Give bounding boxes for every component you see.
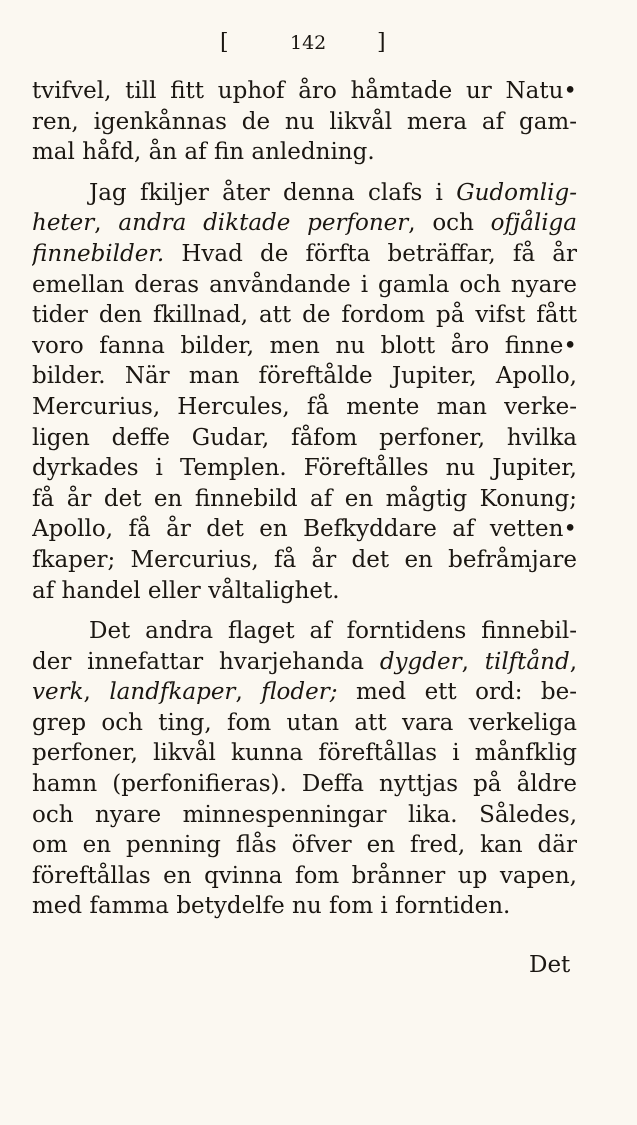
text-run: Jag fkiljer åter denna clafs i bbox=[89, 179, 457, 206]
text-run: hamn (perfonifieras). Deffa nyttjas på åldre bbox=[32, 771, 577, 798]
paragraph bbox=[32, 616, 577, 922]
text-run: grep och ting, fom utan att vara verkeliga bbox=[32, 709, 577, 736]
text-line bbox=[32, 514, 577, 545]
paragraph bbox=[32, 76, 577, 168]
text-run: , bbox=[461, 648, 485, 675]
running-header bbox=[0, 28, 637, 58]
paragraph-gap bbox=[32, 606, 577, 616]
text-run: Hvad de förfta beträffar, få år bbox=[164, 240, 577, 267]
text-line bbox=[32, 769, 577, 800]
text-run: der innefattar hvarjehanda bbox=[32, 648, 380, 675]
text-line bbox=[32, 891, 577, 922]
text-line bbox=[32, 453, 577, 484]
text-line bbox=[32, 239, 577, 270]
text-line bbox=[32, 208, 577, 239]
italic-run: tilftånd bbox=[484, 648, 570, 675]
text-run: bilder. När man föreftålde Jupiter, Apollo, bbox=[32, 363, 577, 390]
italic-run: dygder bbox=[379, 648, 462, 675]
text-line bbox=[32, 107, 577, 138]
catchword: Det bbox=[529, 952, 571, 978]
text-run: , bbox=[235, 679, 262, 706]
text-line bbox=[32, 576, 577, 607]
text-line bbox=[32, 545, 577, 576]
text-run: tvifvel, till fitt uphof åro håmtade ur Natu• bbox=[32, 78, 577, 104]
text-run: ren, igenkånnas de nu likvål mera af gam- bbox=[32, 108, 577, 135]
text-run: , bbox=[94, 210, 119, 237]
text-run: Apollo, få år det en Befkyddare af vetten• bbox=[32, 516, 577, 543]
text-line bbox=[32, 738, 577, 769]
text-line bbox=[32, 361, 577, 392]
text-line bbox=[32, 830, 577, 861]
right-bracket: ] bbox=[377, 30, 386, 55]
text-run: dyrkades i Templen. Föreftålles nu Jupiter, bbox=[32, 455, 577, 482]
text-run: få år det en finnebild af en mågtig Konung; bbox=[32, 485, 577, 512]
text-run: och nyare minnespenningar lika. Således, bbox=[32, 801, 577, 828]
text-run: Mercurius, Hercules, få mente man verke- bbox=[32, 393, 577, 420]
text-line bbox=[32, 616, 577, 647]
paragraph bbox=[32, 178, 577, 606]
italic-run: floder; bbox=[261, 679, 338, 706]
text-run: med famma betydelfe nu fom i forntiden. bbox=[32, 893, 511, 920]
text-run: om en penning flås öfver en fred, kan där bbox=[32, 832, 577, 859]
text-line bbox=[32, 137, 577, 168]
text-run: med ett ord: be- bbox=[337, 679, 577, 706]
text-run: , bbox=[569, 648, 577, 675]
body-text bbox=[32, 76, 577, 922]
text-run: perfoner, likvål kunna föreftållas i månfklig bbox=[32, 740, 577, 767]
italic-run: ofjåliga bbox=[490, 210, 577, 237]
text-run: fkaper; Mercurius, få år det en befråmjare bbox=[32, 546, 577, 573]
text-run: ligen deffe Gudar, fåfom perfoner, hvilka bbox=[32, 424, 577, 451]
text-line bbox=[32, 423, 577, 454]
text-run: voro fanna bilder, men nu blott åro finne• bbox=[32, 332, 577, 359]
text-run: tider den fkillnad, att de fordom på vifst fått bbox=[32, 302, 577, 329]
text-line bbox=[32, 76, 577, 107]
text-line bbox=[32, 270, 577, 301]
text-line bbox=[32, 677, 577, 708]
italic-run: landfkaper bbox=[109, 679, 236, 706]
text-run: Det andra flaget af forntidens finnebil- bbox=[89, 618, 577, 645]
text-line bbox=[32, 861, 577, 892]
left-bracket: [ bbox=[220, 30, 229, 55]
text-run: , och bbox=[408, 210, 491, 237]
text-run: mal håfd, ån af fin anledning. bbox=[32, 139, 375, 166]
italic-run: finnebilder. bbox=[32, 240, 165, 267]
italic-run: heter bbox=[32, 210, 95, 237]
italic-run: verk bbox=[32, 679, 84, 706]
text-line bbox=[32, 178, 577, 209]
text-line bbox=[32, 331, 577, 362]
text-line bbox=[32, 800, 577, 831]
text-run: , bbox=[83, 679, 110, 706]
text-line bbox=[32, 392, 577, 423]
text-line bbox=[32, 300, 577, 331]
text-line bbox=[32, 484, 577, 515]
page-number: 142 bbox=[290, 32, 327, 54]
text-run: af handel eller våltalighet. bbox=[32, 577, 340, 604]
paragraph-gap bbox=[32, 168, 577, 178]
italic-run: andra diktade perfoner bbox=[118, 210, 409, 237]
italic-run: Gudomlig- bbox=[456, 179, 577, 206]
text-run: emellan deras anvåndande i gamla och nyare bbox=[32, 271, 577, 298]
text-line bbox=[32, 708, 577, 739]
text-line bbox=[32, 647, 577, 678]
text-run: föreftållas en qvinna fom brånner up vapen, bbox=[32, 862, 577, 889]
